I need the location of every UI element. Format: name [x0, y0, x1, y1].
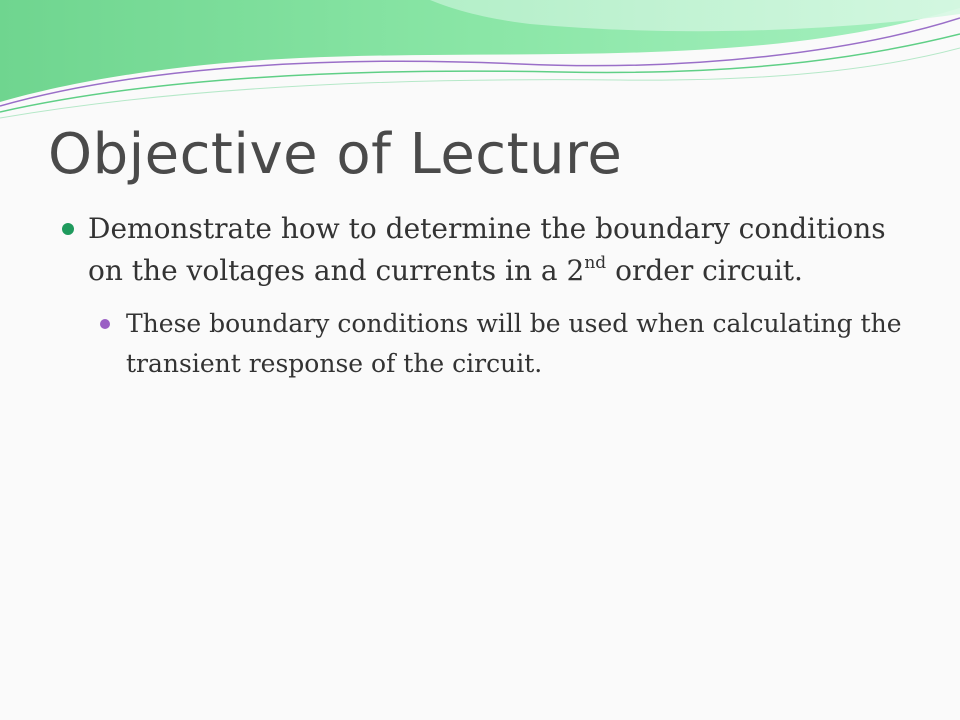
sub-bullet-text: These boundary conditions will be used when calculating the transient response of the circuit.: [126, 309, 902, 378]
bullet-text: [88, 212, 886, 287]
sub-bullet-dot-icon: [100, 319, 110, 329]
bullet-item: [60, 208, 920, 292]
bullet-text-end: order circuit.: [606, 254, 803, 287]
sub-bullet-item: [98, 304, 920, 384]
slide-title: Objective of Lecture: [48, 122, 623, 187]
header-wave-decoration: [0, 0, 960, 130]
bullet-superscript: nd: [584, 252, 607, 273]
bullet-text-main: Demonstrate how to determine the boundary conditions on the voltages and currents in a 2: [88, 212, 886, 287]
bullet-dot-icon: [62, 223, 74, 235]
slide-body: [60, 208, 920, 384]
